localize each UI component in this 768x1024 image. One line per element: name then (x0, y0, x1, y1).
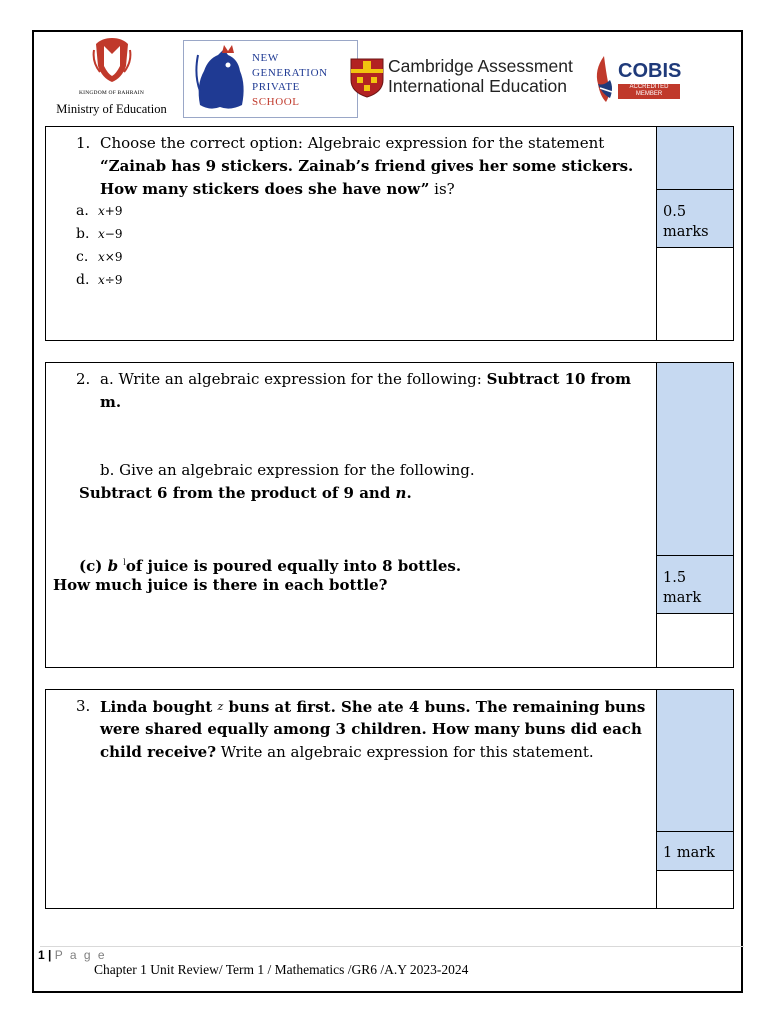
question-2-box (45, 362, 734, 668)
question-2c-variable: b (107, 557, 119, 575)
question-1-line-3 (100, 178, 455, 201)
question-1-line-1: Choose the correct option: Algebraic expression for the statement (100, 134, 605, 152)
bahrain-emblem-icon (92, 36, 132, 84)
school-name-line: PRIVATE (252, 81, 301, 93)
school-name-line: SCHOOL (252, 95, 300, 108)
question-3-line-2: were shared equally among 3 children. How many buns did each (100, 720, 642, 738)
question-number: 3. (76, 697, 91, 715)
option-variable: x (98, 204, 105, 218)
cobis-badge (618, 84, 680, 99)
option-a[interactable] (76, 203, 122, 219)
option-d[interactable] (76, 272, 122, 288)
question-2a-line-2: m. (100, 393, 122, 411)
cambridge-logo (350, 56, 595, 104)
page-number-value: 1 (38, 948, 45, 962)
page-word: P a g e (54, 948, 107, 962)
option-letter: d. (76, 272, 90, 288)
question-3-text: buns at first. She ate 4 buns. The remaining buns (223, 698, 646, 716)
question-1-line-2: “Zainab has 9 stickers. Zainab’s friend gives her some stickers. (100, 157, 634, 175)
question-2c-text: of juice is poured equally into 8 bottles. (125, 557, 462, 575)
option-variable: x (98, 250, 105, 264)
question-1-box (45, 126, 734, 341)
cambridge-subtitle: International Education (388, 76, 568, 96)
question-2a-prompt: a. Write an algebraic expression for the following: (100, 370, 487, 388)
question-1-tail: is? (429, 180, 455, 198)
marks-label (663, 568, 701, 608)
option-expression: ×9 (104, 250, 123, 264)
marks-value: 1.5 (663, 570, 687, 586)
cobis-name: COBIS (618, 60, 682, 82)
page-number (38, 948, 107, 962)
school-logo (183, 40, 358, 118)
option-variable: x (98, 273, 105, 287)
marks-shade (657, 690, 733, 831)
option-letter: c. (76, 249, 89, 265)
ministry-logo (44, 36, 179, 118)
option-b[interactable] (76, 226, 122, 242)
question-2a-statement: Subtract 10 from (486, 370, 631, 388)
marks-divider (657, 870, 733, 871)
question-3-question: child receive? (100, 743, 217, 761)
cambridge-title: Cambridge Assessment (388, 56, 573, 76)
marks-column (656, 690, 733, 908)
question-3-box (45, 689, 734, 909)
question-3-line-3 (100, 741, 594, 764)
question-2c-unit: l (123, 558, 126, 567)
cobis-logo (590, 54, 690, 106)
question-3-line-1 (100, 695, 645, 719)
school-name-line: GENERATION (252, 66, 328, 79)
option-expression: ÷9 (104, 273, 123, 287)
page-separator: | (44, 948, 55, 962)
question-3-variable: z (217, 700, 224, 713)
question-3-instruction: Write an algebraic expression for this statement. (216, 743, 594, 761)
marks-column (656, 363, 733, 667)
cobis-flame-icon (590, 54, 616, 104)
marks-unit: marks (663, 224, 709, 240)
marks-divider (657, 613, 733, 614)
option-expression: +9 (104, 204, 123, 218)
question-2b-text: Subtract 6 from the product of 9 and (79, 484, 396, 502)
ministry-label: Ministry of Education (56, 102, 167, 116)
footer-text: Chapter 1 Unit Review/ Term 1 / Mathematics /GR6 /A.Y 2023-2024 (94, 962, 469, 977)
question-2b-statement (79, 482, 412, 505)
question-2b-prompt: b. Give an algebraic expression for the following. (100, 461, 475, 479)
option-expression: −9 (104, 227, 123, 241)
cobis-badge-line: MEMBER (635, 91, 663, 97)
question-2c-line-2: How much juice is there in each bottle? (53, 576, 388, 594)
question-number: 1. (76, 134, 91, 152)
footer-rule (40, 946, 744, 947)
option-letter: b. (76, 226, 90, 242)
question-1-statement-end: How many stickers does she have now” (100, 180, 430, 198)
option-variable: x (98, 227, 105, 241)
question-2b-period: . (406, 484, 412, 502)
marks-column (656, 127, 733, 340)
kingdom-label: KINGDOM OF BAHRAIN (78, 90, 145, 96)
marks-shade (657, 363, 733, 555)
question-2a-line-1 (100, 368, 631, 391)
cambridge-shield-icon (350, 58, 384, 98)
marks-label: 1 mark (663, 845, 715, 861)
question-2c-label: (c) (79, 557, 108, 575)
question-number: 2. (76, 370, 91, 388)
lion-crest-icon (194, 45, 250, 113)
school-name-line: NEW (252, 52, 279, 64)
marks-unit: mark (663, 590, 702, 606)
option-letter: a. (76, 203, 89, 219)
marks-label (663, 202, 709, 242)
marks-shade (657, 127, 733, 189)
marks-value: 0.5 (663, 204, 687, 220)
question-3-text: Linda bought (100, 698, 218, 716)
question-2b-variable: n (395, 484, 407, 502)
marks-divider (657, 247, 733, 248)
cobis-badge-line: ACCREDITED (629, 84, 669, 90)
option-c[interactable] (76, 249, 122, 265)
